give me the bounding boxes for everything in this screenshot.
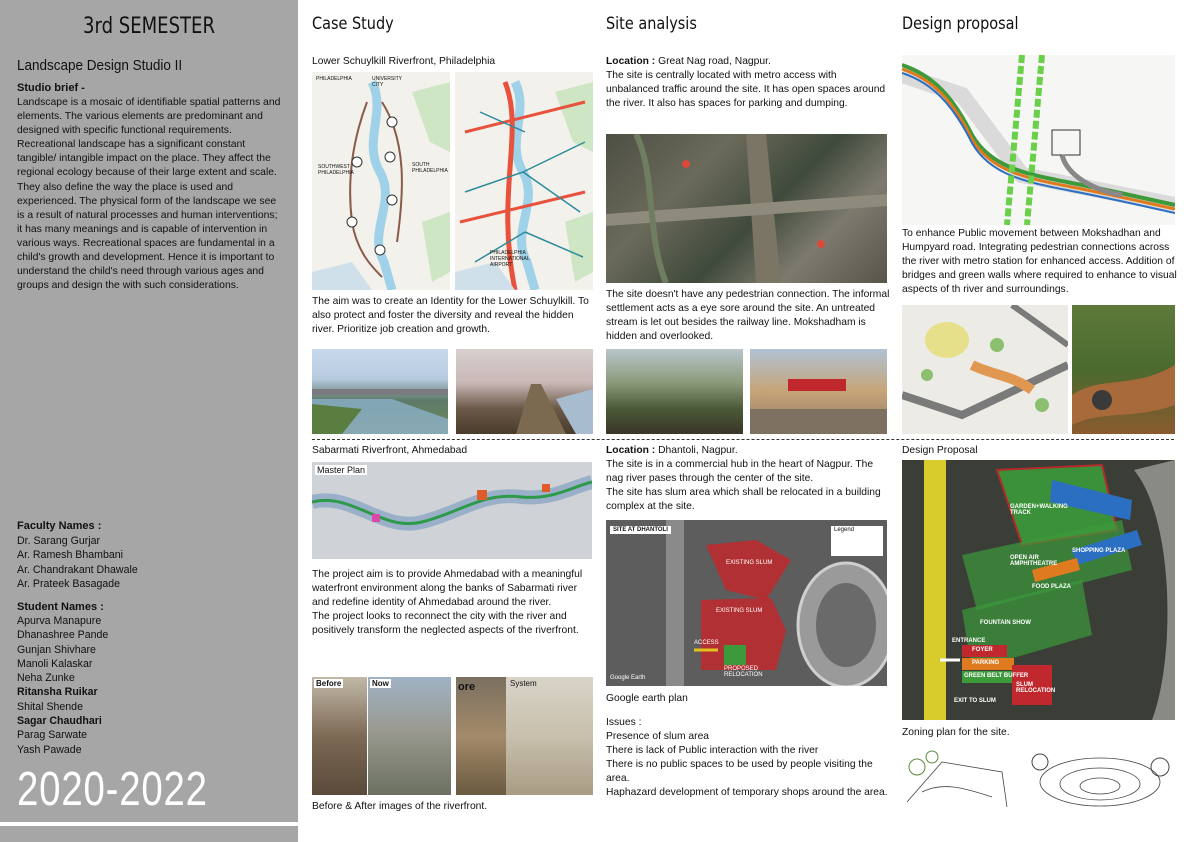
google-earth-caption: Google earth plan xyxy=(606,693,688,704)
site-2-description: The site is in a commercial hub in the heart of Nagpur. The nag river pases through the center of the site. The site has slum area which shall be relocated in a building complex at the site. xyxy=(606,459,881,512)
faculty-heading: Faculty Names : xyxy=(17,520,102,532)
faculty-name: Dr. Sarang Gurjar xyxy=(17,535,101,547)
schuylkill-river-photo xyxy=(312,349,448,434)
case-study-1-text: The aim was to create an Identity for the Lower Schuylkill. To also protect and foster the diversity and reveal the hidden river. Prioritize job creation and growth. xyxy=(312,296,589,335)
access-label: ACCESS xyxy=(694,640,719,646)
great-nag-road-satellite xyxy=(606,134,887,283)
road-photo xyxy=(750,349,887,434)
now-label: Now xyxy=(372,679,389,688)
before-after-caption: Before & After images of the riverfront. xyxy=(312,801,488,812)
case-study-2-text: The project aim is to provide Ahmedabad with a meaningful waterfront environment along the banks of Sabarmati river and redefine identity of Ahmedabad around the river. The project looks to reconnect the city with the river and positively transform the neglected aspects of the riverfront. xyxy=(312,569,583,636)
brief-text: Landscape is a mosaic of identifiable spatial patterns and elements. The various elements are predominant and designed with specific functional requirements. Recreational landscape has a significant constant tangible/ intangible impact on the place. They affect the regional ecology because of their large extent and scale. They also define the way the place is used and experienced. The physical form of the landscape we see is a result of natural processes and human interventions; it has many meanings and is capable of intervention in various ways. Recreational spaces are fundamental in a child's growth and development. Hence it is important to understand the child's need through various ages and groups and design the with such considerations. xyxy=(17,97,281,292)
map-label: SOUTHWEST PHILADELPHIA xyxy=(318,164,354,176)
existing-slum-label: EXISTING SLUM xyxy=(726,560,773,566)
student-name: Sagar Chaudhari xyxy=(17,715,102,728)
river-proposal-plan xyxy=(902,55,1175,225)
system-label: System xyxy=(510,679,537,688)
student-name: Dhanashree Pande xyxy=(17,629,109,642)
amphitheatre-sketch xyxy=(1020,742,1175,812)
student-name: Manoli Kalaskar xyxy=(17,657,93,670)
sabarmati-master-plan xyxy=(312,462,592,559)
case-study-1-title: Lower Schuylkill Riverfront, Philadelphia xyxy=(312,56,496,67)
existing-slum-label: EXISTING SLUM xyxy=(716,608,763,614)
map-label: PHILADELPHIA INTERNATIONAL AIRPORT xyxy=(490,250,530,268)
sewage-system-photo xyxy=(506,677,593,795)
site-1-location xyxy=(606,55,891,69)
philadelphia-proposal-map xyxy=(455,72,593,290)
sidebar xyxy=(0,0,298,842)
issue-item: There is no public spaces to be used by people visiting the area. xyxy=(606,759,873,784)
issue-item: Haphazard development of temporary shops around the area. xyxy=(606,787,888,798)
issue-item: Presence of slum area xyxy=(606,731,710,742)
site-at-dhantoli-label: SITE AT DHANTOLI xyxy=(610,526,671,534)
brief-heading: Studio brief - xyxy=(17,82,85,94)
issue-item: There is lack of Public interaction with the river xyxy=(606,745,819,756)
map-legend: Legend xyxy=(831,526,883,556)
location-value: Dhantoli, Nagpur. xyxy=(655,445,738,456)
zone-label-shopping-plaza: SHOPPING PLAZA xyxy=(1072,548,1126,554)
student-name: Ritansha Ruikar xyxy=(17,686,98,699)
site-2-location xyxy=(606,444,891,458)
location-label: Location : xyxy=(606,445,656,456)
landscape-plan-sketch xyxy=(902,305,1068,434)
case-study-heading: Case Study xyxy=(312,14,394,34)
student-name: Neha Zunke xyxy=(17,672,75,685)
amphitheatre-render xyxy=(1072,305,1175,434)
zone-label-slum-relocation: SLUM RELOCATION xyxy=(1016,682,1056,694)
perspective-sketch xyxy=(902,742,1014,812)
section-divider xyxy=(312,439,1174,440)
zone-label-parking: PARKING xyxy=(972,660,1000,666)
design-proposal-heading: Design proposal xyxy=(902,14,1019,34)
students-heading: Student Names : xyxy=(17,601,104,613)
year-range: 2020-2022 xyxy=(17,763,208,816)
before-label: Before xyxy=(316,679,342,688)
zone-label-fountain: FOUNTAIN SHOW xyxy=(980,620,1031,626)
zoning-plan xyxy=(902,460,1175,720)
faculty-list xyxy=(17,534,138,591)
semester-title: 3rd SEMESTER xyxy=(83,14,215,39)
map-label: UNIVERSITY CITY xyxy=(372,76,402,88)
master-plan-label: Master Plan xyxy=(317,465,366,475)
site-1-description: The site is centrally located with metro access with unbalanced traffic around the site. It has open spaces around the river. It also has spaces for parking and dumping. xyxy=(606,70,886,109)
zone-label-green-belt: GREEN BELT BUFFER xyxy=(964,673,1029,679)
student-name: Shital Shende xyxy=(17,700,83,713)
design-proposal-text: To enhance Public movement between Mokshadhan and Humpyard road. Integrating pedestrian connections across the river with metro station for enhanced access. Addition of bridges and green walls where required to enhance to visual aspects of th river and surroundings. xyxy=(902,228,1177,295)
case-study-2-title: Sabarmati Riverfront, Ahmedabad xyxy=(312,445,468,456)
dhantoli-google-earth-plan xyxy=(606,520,887,686)
zoning-caption: Zoning plan for the site. xyxy=(902,727,1010,738)
sidebar-divider xyxy=(0,822,298,826)
issues-heading: Issues : xyxy=(606,717,642,728)
zone-label-garden: GARDEN+WALKING TRACK xyxy=(1010,504,1068,516)
studio-title: Landscape Design Studio II xyxy=(17,57,183,74)
site-analysis-heading: Site analysis xyxy=(606,14,697,34)
zone-label-food-plaza: FOOD PLAZA xyxy=(1032,584,1071,590)
faculty-name: Ar. Chandrakant Dhawale xyxy=(17,563,138,576)
student-name: Gunjan Shivhare xyxy=(17,643,96,656)
student-name: Parag Sarwate xyxy=(17,729,88,742)
now-photo xyxy=(368,677,451,795)
zone-label-entrance: ENTRANCE xyxy=(952,638,986,644)
map-label: SOUTH PHILADELPHIA xyxy=(412,162,448,174)
map-label: PHILADELPHIA xyxy=(316,76,352,82)
student-list xyxy=(17,614,108,757)
zone-label-foyer: FOYER xyxy=(972,647,993,653)
ore-label: ore xyxy=(458,681,476,693)
student-name: Apurva Manapure xyxy=(17,615,102,627)
google-earth-tag: Google Earth xyxy=(610,675,646,681)
location-label: Location : xyxy=(606,56,656,67)
site-1-issues-text: The site doesn't have any pedestrian connection. The informal settlement acts as a eye sore around the site. An untreated stream is let out besides the railway line. Mokshadham is hidden and overlooked. xyxy=(606,289,890,342)
faculty-name: Ar. Ramesh Bhambani xyxy=(17,549,123,562)
philadelphia-existing-map xyxy=(312,72,450,290)
zone-label-exit: EXIT TO SLUM xyxy=(954,698,996,704)
design-proposal-subheading: Design Proposal xyxy=(902,445,978,456)
before-photo xyxy=(312,677,367,795)
drain-before-photo xyxy=(456,677,506,795)
location-value: Great Nag road, Nagpur. xyxy=(655,56,771,67)
student-name: Yash Pawade xyxy=(17,743,82,756)
faculty-name: Ar. Prateek Basagade xyxy=(17,577,121,590)
riverside-trail-photo xyxy=(456,349,593,434)
proposed-relocation-label: PROPOSED RELOCATION xyxy=(724,666,763,678)
issues-list xyxy=(606,730,890,800)
zone-label-amphitheatre: OPEN AIR AMPHITHEATRE xyxy=(1010,555,1058,567)
stream-photo xyxy=(606,349,743,434)
